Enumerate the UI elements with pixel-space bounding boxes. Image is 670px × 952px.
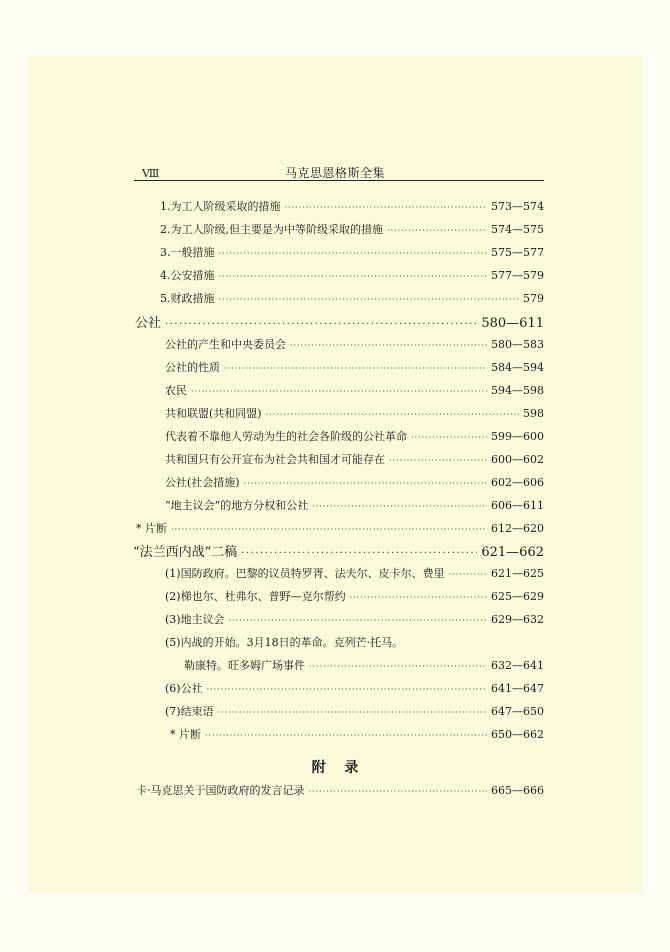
toc-entry-title: “地主议会”的地方分权和公社 [165,499,309,512]
toc-entry-pages: 599—600 [491,430,544,443]
toc-section-pages: 621—662 [481,545,544,560]
toc-entry-title: 共和联盟(共和同盟) [165,407,262,420]
toc-entry-pages: 650—662 [491,728,544,741]
dot-leader [290,341,487,350]
toc-entry-pages: 573—574 [491,200,544,213]
toc-entry-pages: 621—625 [491,567,544,580]
toc-entry-pages: 641—647 [491,682,544,695]
toc-entry [170,726,544,742]
toc-entry [165,405,544,421]
toc-entry-title: 5.财政措施 [160,292,215,305]
toc-entry [165,451,544,467]
running-header-title: 马克思恩格斯全集 [284,166,385,180]
toc-entry [160,290,544,306]
dot-leader [411,433,487,442]
toc-entry-pages: 625—629 [491,590,544,603]
toc-entry-pages: 580—583 [491,338,544,351]
toc-section-title: 公社 [135,316,162,331]
page-number: Ⅷ [142,167,160,180]
toc-entry-pages: 612—620 [491,522,544,535]
toc-entry [160,221,544,237]
toc-entry [165,336,544,352]
toc-entry-title: (5)内战的开始。3月18日的革命。克列芒·托马。 [165,636,404,649]
toc-entry-pages: 594—598 [491,384,544,397]
toc-entry-pages: 600—602 [491,453,544,466]
toc-entry [160,198,544,214]
dot-leader [219,295,520,304]
dot-leader [309,662,487,671]
toc-entry-pages: 602—606 [491,476,544,489]
dot-leader [285,203,488,212]
toc-entry-pages: 606—611 [491,499,544,512]
dot-leader [207,685,487,694]
dot-leader [219,249,488,258]
toc-entry-title: 公社的产生和中央委员会 [165,338,286,351]
toc-entry [165,634,544,650]
toc-entry [165,428,544,444]
toc-entry-pages: 579 [523,292,544,305]
toc-entry [165,680,544,696]
toc-entry-title: (3)地主议会 [165,613,225,626]
toc-section [135,312,544,330]
dot-leader [218,708,487,717]
toc-entry-title: 3.一般措施 [160,246,215,259]
toc-entry-pages: 632—641 [491,659,544,672]
dot-leader [229,616,487,625]
dot-leader [389,456,487,465]
toc-entry-pages: 647—650 [491,705,544,718]
dot-leader [266,410,519,419]
toc-entry-pages: 574—575 [491,223,544,236]
toc-entry-pages: 575—577 [491,246,544,259]
toc-entry-title: (7)结束语 [165,705,214,718]
toc-entry [160,244,544,260]
toc-entry-title: 勒康特。旺多姆广场事件 [184,659,305,672]
toc-entry-title: 代表着不靠他人劳动为生的社会各阶级的公社革命 [165,430,407,443]
dot-leader [312,502,487,511]
toc-entry [165,497,544,513]
toc-entry [165,611,544,627]
dot-leader [165,319,477,330]
toc-entry-pages: 577—579 [491,269,544,282]
toc-entry [165,382,544,398]
toc-entry-title: 4.公安措施 [160,269,215,282]
toc-entry-title: 卡·马克思关于国防政府的发言记录 [136,784,305,797]
dot-leader [241,548,477,559]
toc-entry-title: (2)梯也尔、杜弗尔、普野—克尔帮约 [165,590,346,603]
toc-entry [160,267,544,283]
toc-entry-title: 1.为工人阶级采取的措施 [160,200,281,213]
toc-entry-title: (6)公社 [165,682,203,695]
toc-entry [184,657,544,673]
toc-entry [165,565,544,581]
dot-leader [219,272,488,281]
toc-section-pages: 580—611 [481,316,544,331]
dot-leader [387,226,487,235]
dot-leader [224,364,487,373]
toc-section [133,541,544,559]
toc-entry [136,520,544,536]
dot-leader [350,593,487,602]
appendix-title: 附 录 [311,760,359,776]
toc-entry [165,359,544,375]
header-rule [134,180,544,181]
toc-entry-title: 公社(社会措施) [165,476,240,489]
toc-entry [165,703,544,719]
toc-entry-title: 农民 [165,384,187,397]
toc-entry-pages: 665—666 [491,784,544,797]
toc-entry-title: 2.为工人阶级,但主要是为中等阶级采取的措施 [160,223,383,236]
dot-leader [191,387,487,396]
toc-entry-title: (1)国防政府。巴黎的议员特罗胥、法夫尔、皮卡尔、费里 [165,567,445,580]
dot-leader [244,479,487,488]
toc-entry [165,588,544,604]
toc-entry-title: 公社的性质 [165,361,220,374]
toc-entry-title: * 片断 [170,728,201,741]
toc-entry-pages: 629—632 [491,613,544,626]
dot-leader [205,731,487,740]
dot-leader [171,525,487,534]
toc-entry-pages: 584—594 [491,361,544,374]
appendix-entry [136,782,544,798]
toc-entry [165,474,544,490]
dot-leader [449,570,487,579]
toc-entry-title: * 片断 [136,522,167,535]
toc-entry-pages: 598 [523,407,544,420]
toc-entry-title: 共和国只有公开宣布为社会共和国才可能存在 [165,453,385,466]
toc-section-title: “法兰西内战”二稿 [133,545,238,560]
dot-leader [309,787,488,796]
